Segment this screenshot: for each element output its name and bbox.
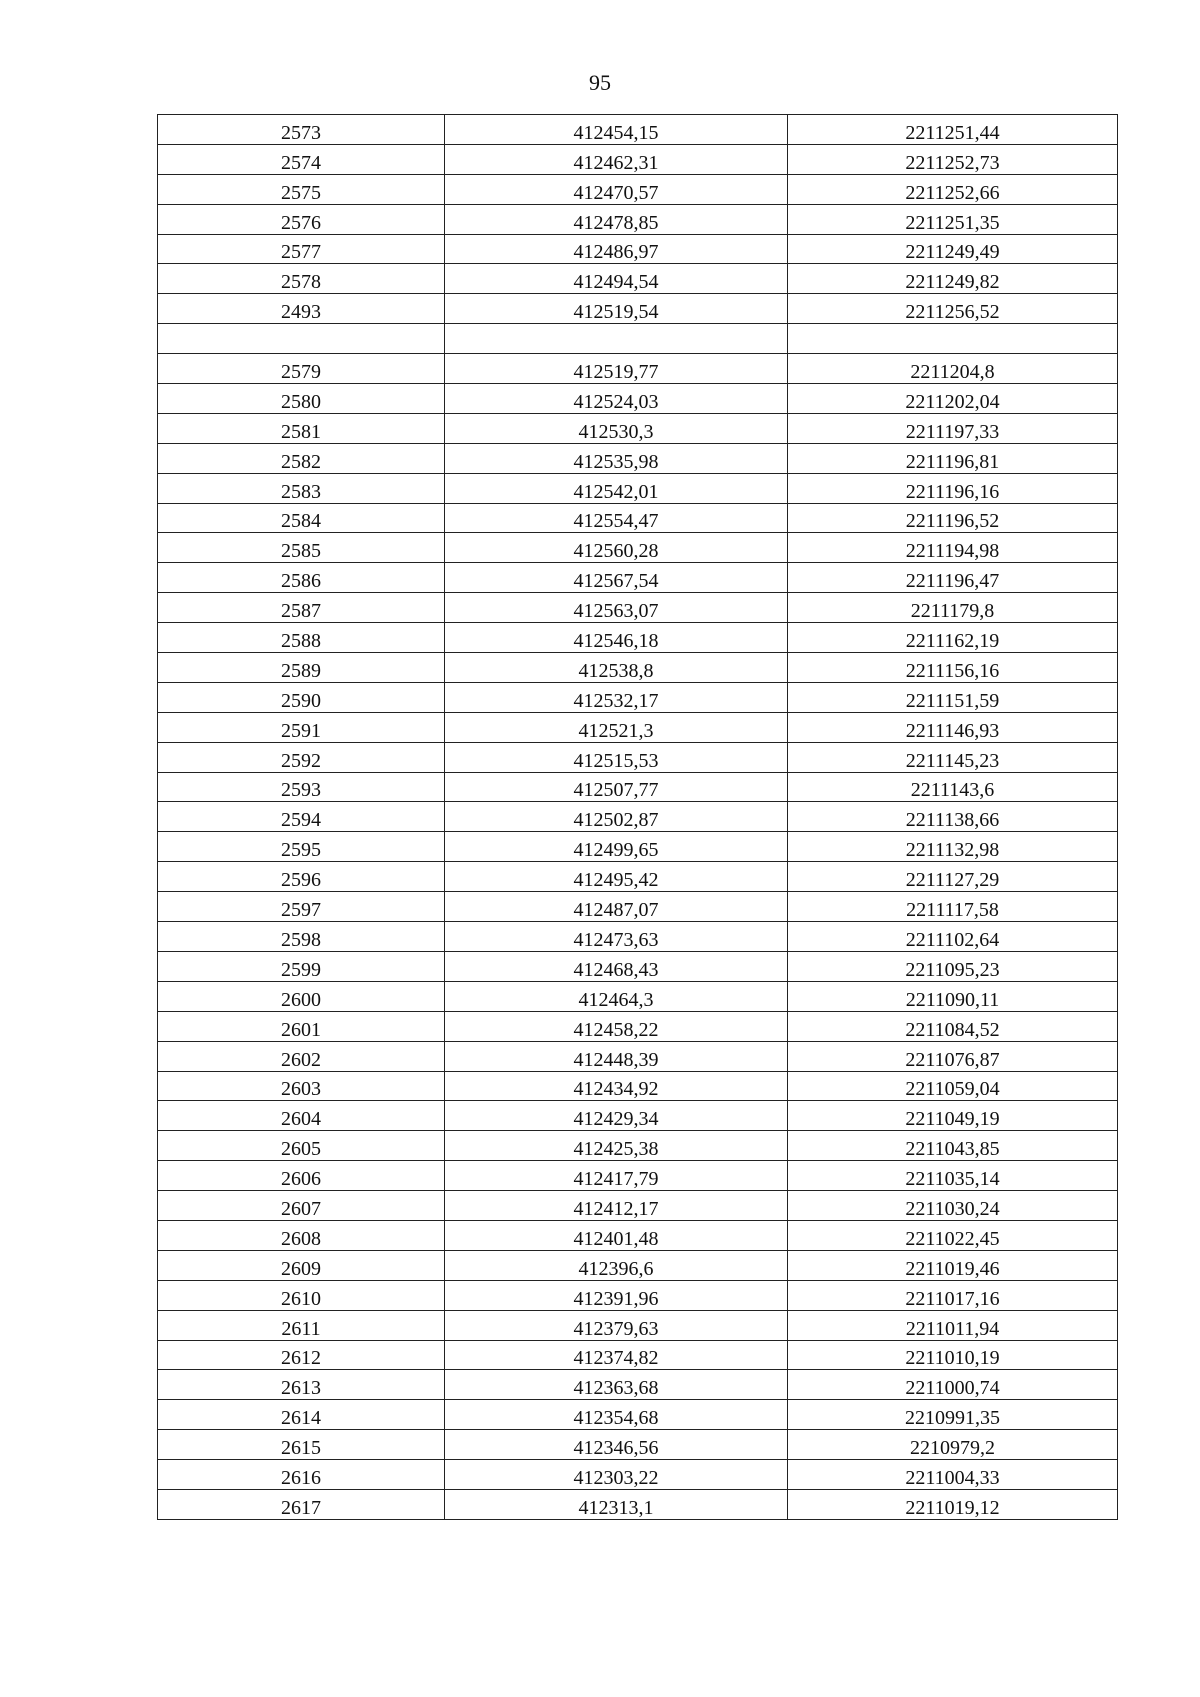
y-coordinate-cell: 2211030,24	[788, 1191, 1118, 1221]
table-row	[158, 563, 1118, 593]
table-row	[158, 294, 1118, 324]
point-number-cell: 2578	[158, 264, 445, 294]
table-row	[158, 682, 1118, 712]
x-coordinate-cell: 412346,56	[445, 1430, 788, 1460]
y-coordinate-cell: 2211084,52	[788, 1011, 1118, 1041]
point-number-cell: 2583	[158, 473, 445, 503]
table-row	[158, 1460, 1118, 1490]
x-coordinate-cell: 412542,01	[445, 473, 788, 503]
point-number-cell: 2587	[158, 593, 445, 623]
y-coordinate-cell: 2211249,49	[788, 234, 1118, 264]
table-row	[158, 1250, 1118, 1280]
y-coordinate-cell: 2211019,46	[788, 1250, 1118, 1280]
x-coordinate-cell: 412507,77	[445, 772, 788, 802]
y-coordinate-cell: 2211197,33	[788, 413, 1118, 443]
table-row	[158, 1191, 1118, 1221]
table-row	[158, 593, 1118, 623]
y-coordinate-cell: 2211010,19	[788, 1340, 1118, 1370]
point-number-cell: 2584	[158, 503, 445, 533]
table-row	[158, 1161, 1118, 1191]
point-number-cell: 2586	[158, 563, 445, 593]
table-row	[158, 354, 1118, 384]
point-number-cell: 2611	[158, 1310, 445, 1340]
point-number-cell: 2582	[158, 443, 445, 473]
point-number-cell: 2595	[158, 832, 445, 862]
y-coordinate-cell: 2211162,19	[788, 623, 1118, 653]
x-coordinate-cell: 412434,92	[445, 1071, 788, 1101]
point-number-cell: 2601	[158, 1011, 445, 1041]
x-coordinate-cell: 412487,07	[445, 892, 788, 922]
point-number-cell: 2600	[158, 981, 445, 1011]
x-coordinate-cell: 412554,47	[445, 503, 788, 533]
y-coordinate-cell: 2211251,44	[788, 115, 1118, 145]
x-coordinate-cell: 412560,28	[445, 533, 788, 563]
x-coordinate-cell: 412374,82	[445, 1340, 788, 1370]
y-coordinate-cell	[788, 324, 1118, 354]
table-row	[158, 922, 1118, 952]
x-coordinate-cell: 412391,96	[445, 1280, 788, 1310]
x-coordinate-cell: 412515,53	[445, 742, 788, 772]
x-coordinate-cell: 412563,07	[445, 593, 788, 623]
y-coordinate-cell: 2211011,94	[788, 1310, 1118, 1340]
y-coordinate-cell: 2211117,58	[788, 892, 1118, 922]
x-coordinate-cell	[445, 324, 788, 354]
table-row	[158, 981, 1118, 1011]
point-number-cell: 2594	[158, 802, 445, 832]
page-number: 95	[589, 70, 611, 95]
point-number-cell: 2613	[158, 1370, 445, 1400]
x-coordinate-cell: 412462,31	[445, 144, 788, 174]
table-row	[158, 204, 1118, 234]
x-coordinate-cell: 412473,63	[445, 922, 788, 952]
table-row	[158, 892, 1118, 922]
y-coordinate-cell: 2211035,14	[788, 1161, 1118, 1191]
y-coordinate-cell: 2211145,23	[788, 742, 1118, 772]
point-number-cell: 2576	[158, 204, 445, 234]
x-coordinate-cell: 412448,39	[445, 1041, 788, 1071]
x-coordinate-cell: 412486,97	[445, 234, 788, 264]
table-row	[158, 1011, 1118, 1041]
table-row	[158, 1310, 1118, 1340]
table-row	[158, 1101, 1118, 1131]
x-coordinate-cell: 412521,3	[445, 712, 788, 742]
x-coordinate-cell: 412425,38	[445, 1131, 788, 1161]
point-number-cell: 2574	[158, 144, 445, 174]
table-row	[158, 1340, 1118, 1370]
y-coordinate-cell: 2211196,47	[788, 563, 1118, 593]
table-row	[158, 174, 1118, 204]
table-row	[158, 533, 1118, 563]
x-coordinate-cell: 412354,68	[445, 1400, 788, 1430]
point-number-cell: 2577	[158, 234, 445, 264]
point-number-cell: 2612	[158, 1340, 445, 1370]
y-coordinate-cell: 2211151,59	[788, 682, 1118, 712]
point-number-cell: 2606	[158, 1161, 445, 1191]
table-row	[158, 264, 1118, 294]
y-coordinate-cell: 2211196,81	[788, 443, 1118, 473]
y-coordinate-cell: 2210979,2	[788, 1430, 1118, 1460]
y-coordinate-cell: 2211059,04	[788, 1071, 1118, 1101]
x-coordinate-cell: 412546,18	[445, 623, 788, 653]
point-number-cell: 2493	[158, 294, 445, 324]
point-number-cell: 2608	[158, 1220, 445, 1250]
table-row	[158, 1370, 1118, 1400]
table-row	[158, 772, 1118, 802]
point-number-cell: 2597	[158, 892, 445, 922]
table-row	[158, 413, 1118, 443]
y-coordinate-cell: 2211127,29	[788, 862, 1118, 892]
y-coordinate-cell: 2211249,82	[788, 264, 1118, 294]
x-coordinate-cell: 412401,48	[445, 1220, 788, 1250]
y-coordinate-cell: 2211194,98	[788, 533, 1118, 563]
table-row	[158, 742, 1118, 772]
x-coordinate-cell: 412535,98	[445, 443, 788, 473]
x-coordinate-cell: 412502,87	[445, 802, 788, 832]
x-coordinate-cell: 412499,65	[445, 832, 788, 862]
point-number-cell: 2585	[158, 533, 445, 563]
table-row	[158, 115, 1118, 145]
point-number-cell: 2591	[158, 712, 445, 742]
point-number-cell: 2588	[158, 623, 445, 653]
table-row	[158, 623, 1118, 653]
point-number-cell: 2593	[158, 772, 445, 802]
x-coordinate-cell: 412396,6	[445, 1250, 788, 1280]
x-coordinate-cell: 412532,17	[445, 682, 788, 712]
y-coordinate-cell: 2211146,93	[788, 712, 1118, 742]
x-coordinate-cell: 412468,43	[445, 951, 788, 981]
table-row	[158, 1041, 1118, 1071]
table-row	[158, 234, 1118, 264]
y-coordinate-cell: 2210991,35	[788, 1400, 1118, 1430]
point-number-cell: 2573	[158, 115, 445, 145]
point-number-cell: 2609	[158, 1250, 445, 1280]
y-coordinate-cell: 2211252,66	[788, 174, 1118, 204]
y-coordinate-cell: 2211196,52	[788, 503, 1118, 533]
y-coordinate-cell: 2211095,23	[788, 951, 1118, 981]
y-coordinate-cell: 2211049,19	[788, 1101, 1118, 1131]
table-row	[158, 473, 1118, 503]
y-coordinate-cell: 2211202,04	[788, 384, 1118, 414]
table-row	[158, 653, 1118, 683]
y-coordinate-cell: 2211138,66	[788, 802, 1118, 832]
x-coordinate-cell: 412417,79	[445, 1161, 788, 1191]
point-number-cell: 2615	[158, 1430, 445, 1460]
x-coordinate-cell: 412379,63	[445, 1310, 788, 1340]
point-number-cell: 2614	[158, 1400, 445, 1430]
table-row	[158, 1430, 1118, 1460]
point-number-cell: 2598	[158, 922, 445, 952]
x-coordinate-cell: 412519,77	[445, 354, 788, 384]
coordinates-table-body	[158, 115, 1118, 1520]
x-coordinate-cell: 412470,57	[445, 174, 788, 204]
y-coordinate-cell: 2211204,8	[788, 354, 1118, 384]
point-number-cell: 2596	[158, 862, 445, 892]
x-coordinate-cell: 412538,8	[445, 653, 788, 683]
y-coordinate-cell: 2211256,52	[788, 294, 1118, 324]
point-number-cell: 2581	[158, 413, 445, 443]
point-number-cell: 2605	[158, 1131, 445, 1161]
x-coordinate-cell: 412495,42	[445, 862, 788, 892]
y-coordinate-cell: 2211156,16	[788, 653, 1118, 683]
table-row	[158, 1489, 1118, 1519]
x-coordinate-cell: 412412,17	[445, 1191, 788, 1221]
coordinates-table	[157, 114, 1118, 1520]
point-number-cell: 2617	[158, 1489, 445, 1519]
table-row	[158, 1400, 1118, 1430]
table-row	[158, 144, 1118, 174]
y-coordinate-cell: 2211022,45	[788, 1220, 1118, 1250]
table-row	[158, 1220, 1118, 1250]
point-number-cell: 2599	[158, 951, 445, 981]
table-row	[158, 1280, 1118, 1310]
table-row	[158, 862, 1118, 892]
x-coordinate-cell: 412478,85	[445, 204, 788, 234]
point-number-cell: 2579	[158, 354, 445, 384]
point-number-cell: 2602	[158, 1041, 445, 1071]
point-number-cell: 2607	[158, 1191, 445, 1221]
y-coordinate-cell: 2211017,16	[788, 1280, 1118, 1310]
point-number-cell: 2616	[158, 1460, 445, 1490]
x-coordinate-cell: 412429,34	[445, 1101, 788, 1131]
y-coordinate-cell: 2211143,6	[788, 772, 1118, 802]
table-row	[158, 712, 1118, 742]
table-row	[158, 384, 1118, 414]
x-coordinate-cell: 412303,22	[445, 1460, 788, 1490]
table-row	[158, 324, 1118, 354]
y-coordinate-cell: 2211252,73	[788, 144, 1118, 174]
table-row	[158, 443, 1118, 473]
y-coordinate-cell: 2211196,16	[788, 473, 1118, 503]
y-coordinate-cell: 2211251,35	[788, 204, 1118, 234]
y-coordinate-cell: 2211102,64	[788, 922, 1118, 952]
x-coordinate-cell: 412464,3	[445, 981, 788, 1011]
y-coordinate-cell: 2211019,12	[788, 1489, 1118, 1519]
x-coordinate-cell: 412530,3	[445, 413, 788, 443]
x-coordinate-cell: 412494,54	[445, 264, 788, 294]
table-row	[158, 832, 1118, 862]
point-number-cell: 2592	[158, 742, 445, 772]
y-coordinate-cell: 2211090,11	[788, 981, 1118, 1011]
table-row	[158, 1071, 1118, 1101]
x-coordinate-cell: 412458,22	[445, 1011, 788, 1041]
x-coordinate-cell: 412567,54	[445, 563, 788, 593]
x-coordinate-cell: 412524,03	[445, 384, 788, 414]
point-number-cell: 2575	[158, 174, 445, 204]
y-coordinate-cell: 2211132,98	[788, 832, 1118, 862]
point-number-cell: 2610	[158, 1280, 445, 1310]
x-coordinate-cell: 412454,15	[445, 115, 788, 145]
y-coordinate-cell: 2211179,8	[788, 593, 1118, 623]
table-row	[158, 1131, 1118, 1161]
x-coordinate-cell: 412313,1	[445, 1489, 788, 1519]
point-number-cell: 2580	[158, 384, 445, 414]
table-row	[158, 802, 1118, 832]
point-number-cell	[158, 324, 445, 354]
table-row	[158, 503, 1118, 533]
y-coordinate-cell: 2211076,87	[788, 1041, 1118, 1071]
point-number-cell: 2590	[158, 682, 445, 712]
table-row	[158, 951, 1118, 981]
y-coordinate-cell: 2211000,74	[788, 1370, 1118, 1400]
y-coordinate-cell: 2211004,33	[788, 1460, 1118, 1490]
x-coordinate-cell: 412363,68	[445, 1370, 788, 1400]
point-number-cell: 2603	[158, 1071, 445, 1101]
x-coordinate-cell: 412519,54	[445, 294, 788, 324]
y-coordinate-cell: 2211043,85	[788, 1131, 1118, 1161]
point-number-cell: 2604	[158, 1101, 445, 1131]
point-number-cell: 2589	[158, 653, 445, 683]
